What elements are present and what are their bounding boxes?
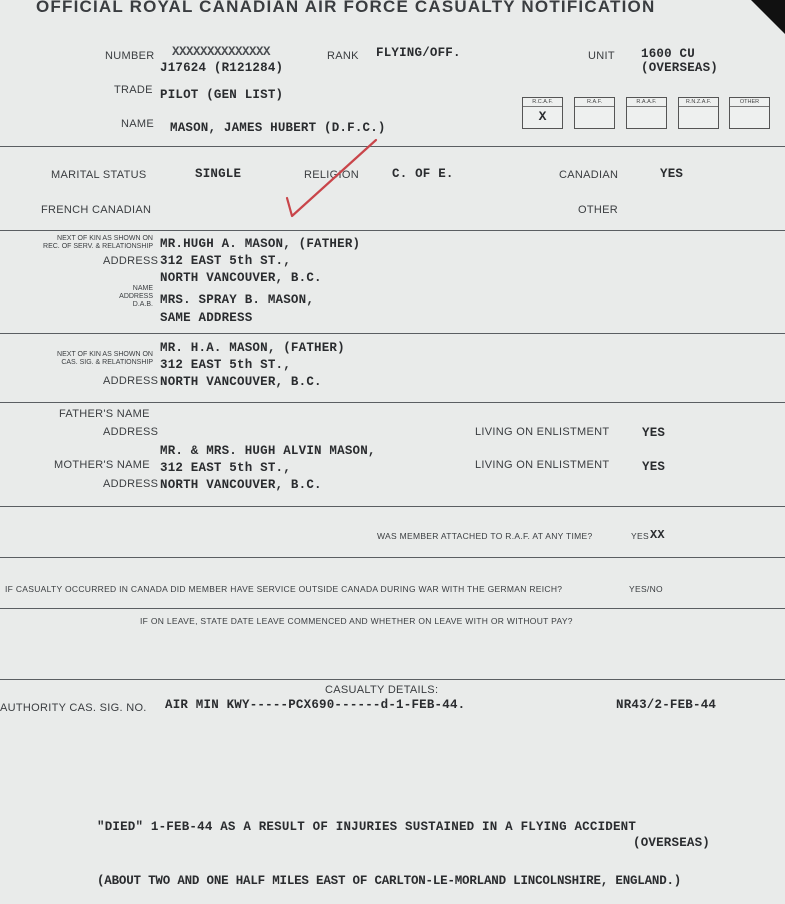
mother-living-value: YES bbox=[642, 460, 666, 474]
nok-cas-address-label: ADDRESS bbox=[103, 375, 159, 387]
marital-status-label: MARITAL STATUS bbox=[51, 169, 147, 181]
dab-label-3: D.A.B. bbox=[132, 301, 153, 308]
details-line-1: "DIED" 1-FEB-44 AS A RESULT OF INJURIES SUSTAINED IN A FLYING ACCIDENT bbox=[97, 820, 637, 834]
marital-status-value: SINGLE bbox=[195, 167, 242, 181]
mother-address-label: ADDRESS bbox=[103, 478, 159, 490]
raf-answer-value: XX bbox=[650, 528, 665, 542]
father-address-label: ADDRESS bbox=[103, 426, 159, 438]
trade-value: PILOT (GEN LIST) bbox=[160, 88, 284, 102]
fathers-name-label: FATHER'S NAME bbox=[59, 408, 150, 420]
leave-question-label: IF ON LEAVE, STATE DATE LEAVE COMMENCED AND WHETHER ON LEAVE WITH OR WITHOUT PAY? bbox=[140, 616, 573, 626]
divider bbox=[0, 230, 785, 231]
box-rcaf bbox=[522, 97, 563, 129]
divider bbox=[0, 333, 785, 334]
rank-label: RANK bbox=[327, 50, 359, 62]
nok-rec-address-label: ADDRESS bbox=[103, 255, 159, 267]
nok-rec-name-value: MR.HUGH A. MASON, (FATHER) bbox=[160, 237, 361, 251]
box-rcaf-label: R.C.A.F. bbox=[523, 99, 562, 107]
name-value: MASON, JAMES HUBERT (D.F.C.) bbox=[170, 121, 386, 135]
name-label: NAME bbox=[121, 118, 154, 130]
nok-rec-address-2-value: NORTH VANCOUVER, B.C. bbox=[160, 271, 322, 285]
authority-value: AIR MIN KWY-----PCX690------d-1-FEB-44. bbox=[165, 698, 466, 712]
authority-label: AUTHORITY CAS. SIG. NO. bbox=[0, 702, 147, 714]
nok-cas-address-1-value: 312 EAST 5th ST., bbox=[160, 358, 291, 372]
nok-rec-address-1-value: 312 EAST 5th ST., bbox=[160, 254, 291, 268]
unit-value-1: 1600 CU bbox=[641, 47, 695, 61]
mother-living-label: LIVING ON ENLISTMENT bbox=[475, 459, 610, 471]
other-label: OTHER bbox=[578, 204, 618, 216]
box-rcaf-mark: X bbox=[538, 109, 547, 124]
trade-label: TRADE bbox=[114, 84, 153, 96]
dab-address-value: SAME ADDRESS bbox=[160, 311, 253, 325]
box-other-label: OTHER bbox=[730, 99, 769, 107]
divider bbox=[0, 557, 785, 558]
torn-corner bbox=[751, 0, 785, 34]
mothers-name-label: MOTHER'S NAME bbox=[54, 459, 150, 471]
canadian-value: YES bbox=[660, 167, 684, 181]
box-raf bbox=[574, 97, 615, 129]
father-living-value: YES bbox=[642, 426, 666, 440]
parents-name-value: MR. & MRS. HUGH ALVIN MASON, bbox=[160, 444, 376, 458]
religion-label: RELIGION bbox=[304, 169, 359, 181]
casualty-details-label: CASUALTY DETAILS: bbox=[325, 684, 439, 696]
form-title: OFFICIAL ROYAL CANADIAN AIR FORCE CASUALTY NOTIFICATION bbox=[36, 0, 656, 16]
nok-rec-label-2: REC. OF SERV. & RELATIONSHIP bbox=[43, 243, 153, 250]
number-value: J17624 (R121284) bbox=[160, 61, 284, 75]
divider bbox=[0, 679, 785, 680]
raf-question-label: WAS MEMBER ATTACHED TO R.A.F. AT ANY TIME? bbox=[377, 531, 593, 541]
divider bbox=[0, 506, 785, 507]
canadian-label: CANADIAN bbox=[559, 169, 619, 181]
unit-label: UNIT bbox=[588, 50, 615, 62]
parents-address-2-value: NORTH VANCOUVER, B.C. bbox=[160, 478, 322, 492]
box-raf-label: R.A.F. bbox=[575, 99, 614, 107]
religion-value: C. OF E. bbox=[392, 167, 454, 181]
father-living-label: LIVING ON ENLISTMENT bbox=[475, 426, 610, 438]
box-raaf bbox=[626, 97, 667, 129]
nok-cas-address-2-value: NORTH VANCOUVER, B.C. bbox=[160, 375, 322, 389]
unit-value-2: (OVERSEAS) bbox=[641, 61, 719, 75]
dab-label-2: ADDRESS bbox=[119, 293, 153, 300]
nok-cas-label-1: NEXT OF KIN AS SHOWN ON bbox=[57, 351, 153, 358]
details-line-3: (ABOUT TWO AND ONE HALF MILES EAST OF CARLTON-LE-MORLAND LINCOLNSHIRE, ENGLAND.) bbox=[97, 874, 682, 888]
details-line-2: (OVERSEAS) bbox=[633, 836, 711, 850]
box-raaf-label: R.A.A.F. bbox=[627, 99, 666, 107]
nok-cas-label-2: CAS. SIG. & RELATIONSHIP bbox=[61, 359, 153, 366]
raf-options-label: YES bbox=[631, 531, 649, 541]
authority-ref-value: NR43/2-FEB-44 bbox=[616, 698, 717, 712]
checkmark-icon bbox=[280, 134, 390, 224]
rank-value: FLYING/OFF. bbox=[376, 46, 461, 60]
nok-cas-name-value: MR. H.A. MASON, (FATHER) bbox=[160, 341, 345, 355]
dab-label-1: NAME bbox=[132, 285, 153, 292]
french-canadian-label: FRENCH CANADIAN bbox=[41, 204, 152, 216]
box-rnzaf bbox=[678, 97, 719, 129]
number-label: NUMBER bbox=[105, 50, 155, 62]
number-struck-value: XXXXXXXXXXXXXX bbox=[172, 45, 271, 59]
parents-address-1-value: 312 EAST 5th ST., bbox=[160, 461, 291, 475]
divider bbox=[0, 608, 785, 609]
divider bbox=[0, 146, 785, 147]
nok-rec-label-1: NEXT OF KIN AS SHOWN ON bbox=[57, 235, 153, 242]
canada-options-label: YES/NO bbox=[629, 584, 663, 594]
divider bbox=[0, 402, 785, 403]
box-other bbox=[729, 97, 770, 129]
dab-name-value: MRS. SPRAY B. MASON, bbox=[160, 293, 315, 307]
canada-question-label: IF CASUALTY OCCURRED IN CANADA DID MEMBER HAVE SERVICE OUTSIDE CANADA DURING WAR WITH THE GERMAN REICH? bbox=[5, 584, 563, 594]
box-rnzaf-label: R.N.Z.A.F. bbox=[679, 99, 718, 107]
